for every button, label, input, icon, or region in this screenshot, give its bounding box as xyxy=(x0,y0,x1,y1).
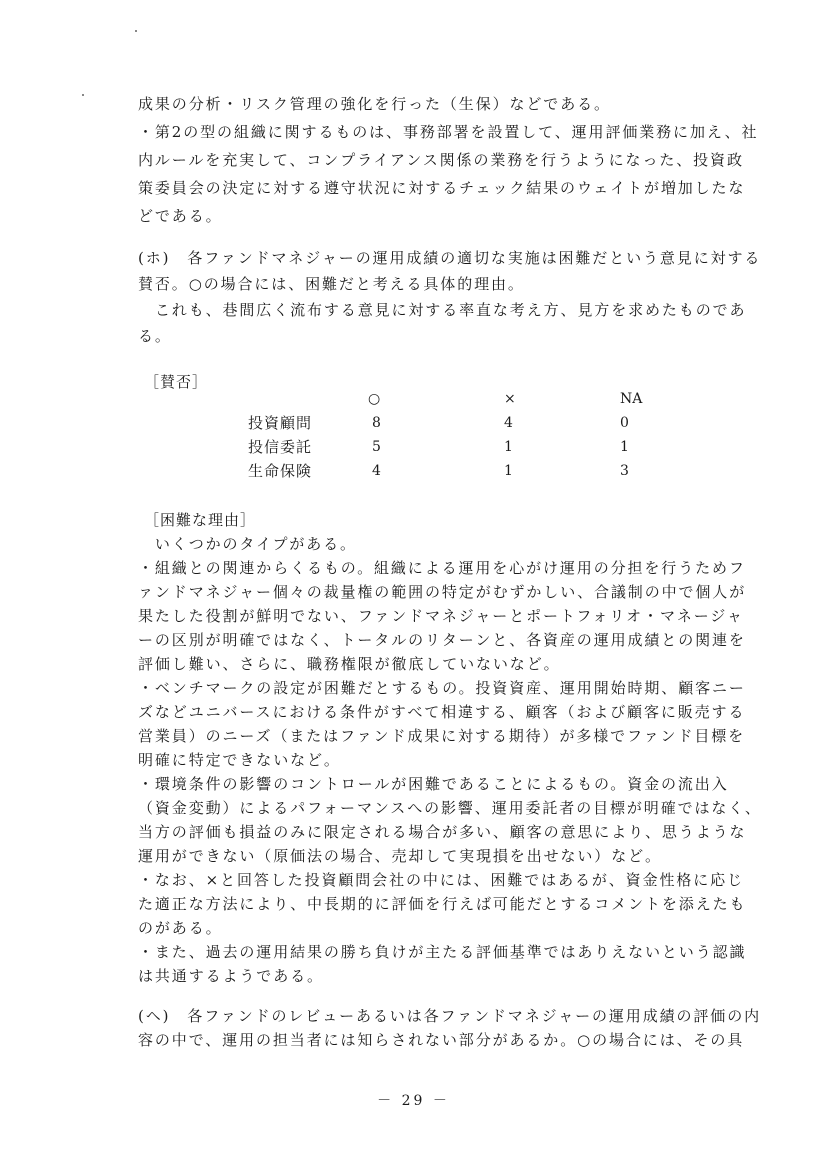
text-line: 成果の分析・リスク管理の強化を行った（生保）などである。 xyxy=(138,95,611,113)
column-header: ○ xyxy=(368,391,381,407)
text-line: は共通するようである。 xyxy=(138,967,324,985)
text-line: 評価し難い、さらに、職務権限が徹底していないなど。 xyxy=(138,655,561,673)
section-heading-reason: ［困難な理由］ xyxy=(144,511,257,529)
text-line: る。 xyxy=(138,327,172,345)
text-line: これも、巷間広く流布する意見に対する率直な考え方、見方を求めたものであ xyxy=(138,301,747,319)
text-line: ・第2の型の組織に関するものは、事務部署を設置して、運用評価業務に加え、社 xyxy=(138,123,759,141)
table-cell: 5 xyxy=(372,439,381,455)
section-heading-sanpi: ［賛否］ xyxy=(144,373,209,391)
table-cell: 3 xyxy=(620,463,629,479)
text-line: 当方の評価も損益のみに限定される場合が多い、顧客の意思により、思うような xyxy=(138,823,747,841)
text-line: （資金変動）によるパフォーマンスへの影響、運用委託者の目標が明確ではなく、 xyxy=(138,799,762,817)
row-label: 投信委託 xyxy=(248,438,313,456)
text-line: (ホ) 各ファンドマネジャーの運用成績の適切な実施は困難だという意見に対する xyxy=(138,249,762,267)
text-line: ・環境条件の影響のコントロールが困難であることによるもの。資金の流出入 xyxy=(138,775,729,793)
table-cell: 4 xyxy=(372,463,381,479)
page-number: － 29 － xyxy=(377,1093,450,1109)
table-cell: 0 xyxy=(620,415,629,431)
text-line: ・また、過去の運用結果の勝ち負けが主たる評価基準ではありえないという認識 xyxy=(138,943,747,961)
text-line: ・ベンチマークの設定が困難だとするもの。投資資産、運用開始時期、顧客ニー xyxy=(138,679,746,697)
table-cell: 1 xyxy=(504,439,513,455)
scan-speck xyxy=(82,94,84,96)
text-line: 容の中で、運用の担当者には知らされない部分があるか。○の場合には、その具 xyxy=(138,1031,745,1049)
text-line: ・なお、×と回答した投資顧問会社の中には、困難ではあるが、資金性格に応じ xyxy=(138,871,744,889)
text-line: た適正な方法により、中長期的に評価を行えば可能だとするコメントを添えたも xyxy=(138,895,747,913)
column-header: × xyxy=(504,391,516,407)
column-header: NA xyxy=(620,391,643,407)
text-line: 策委員会の決定に対する遵守状況に対するチェック結果のウェイトが増加したな xyxy=(138,179,746,197)
text-line: いくつかのタイプがある。 xyxy=(138,535,357,553)
text-line: どである。 xyxy=(138,207,223,225)
row-label: 生命保険 xyxy=(248,462,313,480)
row-label: 投資顧問 xyxy=(248,414,313,432)
table-cell: 1 xyxy=(620,439,629,455)
text-line: 賛否。○の場合には、困難だと考える具体的理由。 xyxy=(138,275,525,293)
text-line: ーの区別が明確ではなく、トータルのリターンと、各資産の運用成績との関連を xyxy=(138,631,746,649)
text-line: 運用ができない（原価法の場合、売却して実現損を出せない）など。 xyxy=(138,847,662,865)
text-line: 果たした役割が鮮明でない、ファンドマネジャーとポートフォリオ・マネージャ xyxy=(138,607,744,625)
text-line: 内ルールを充実して、コンプライアンス関係の業務を行うようになった、投資政 xyxy=(138,151,744,169)
text-line: 明確に特定できないなど。 xyxy=(138,751,341,769)
table-cell: 4 xyxy=(504,415,513,431)
text-line: 営業員）のニーズ（またはファンド成果に対する期待）が多様でファンド目標を xyxy=(138,727,746,745)
table-cell: 8 xyxy=(372,415,381,431)
text-line: ・組織との関連からくるもの。組織による運用を心がけ運用の分担を行うためフ xyxy=(138,559,746,577)
text-line: のがある。 xyxy=(138,919,223,937)
table-cell: 1 xyxy=(504,463,513,479)
text-line: ァンドマネジャー個々の裁量権の範囲の特定がむずかしい、合議制の中で個人が xyxy=(138,583,747,601)
text-line: (ヘ) 各ファンドのレビューあるいは各ファンドマネジャーの運用成績の評価の内 xyxy=(138,1007,762,1025)
text-line: ズなどユニバースにおける条件がすべて相違する、顧客（および顧客に販売する xyxy=(138,703,746,721)
scan-speck xyxy=(135,30,137,32)
